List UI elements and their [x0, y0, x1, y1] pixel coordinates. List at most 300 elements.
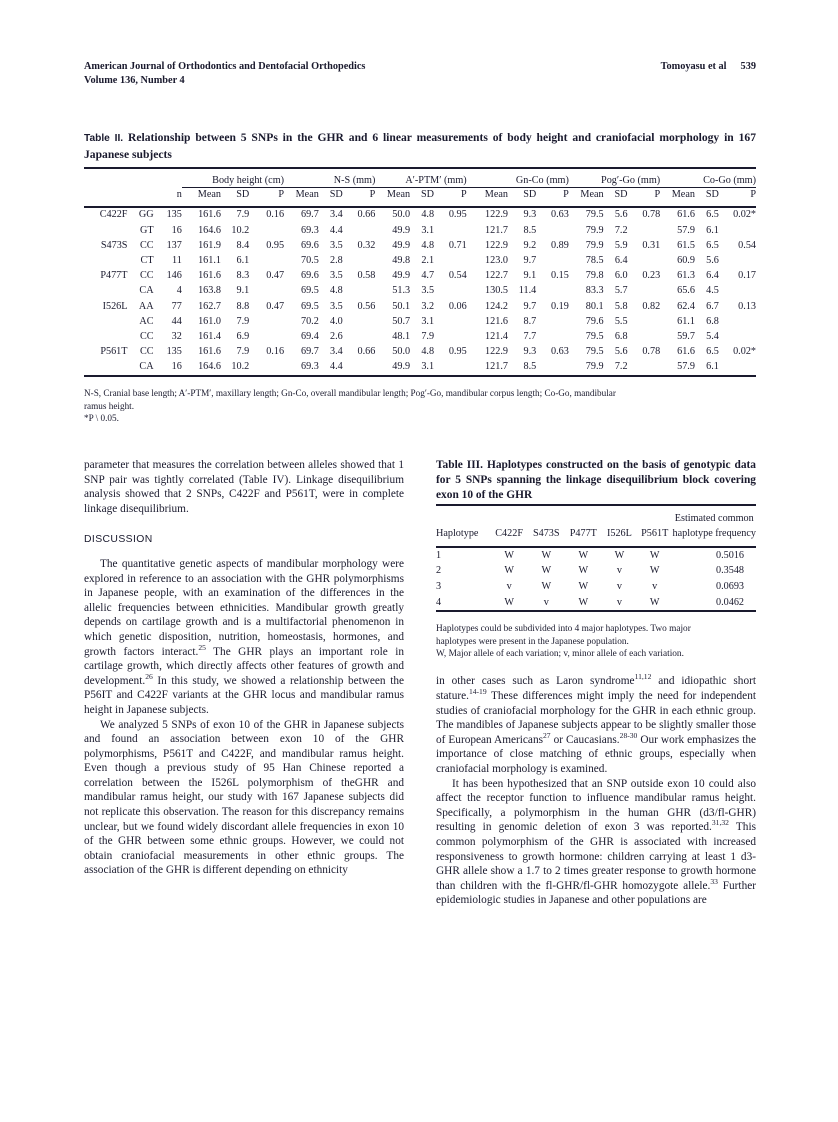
right-paragraph-1: [436, 674, 756, 776]
table-3-cell-allele: W: [578, 596, 589, 608]
table-2-cell-snp: [84, 359, 127, 375]
table-2-cell-value: 0.15: [551, 270, 569, 282]
table-2-cell-value: 4.0: [330, 315, 343, 327]
table-3-cell-allele: v: [616, 580, 622, 592]
table-2-cell-value: 3.5: [330, 270, 343, 282]
table-2-cell-snp: I526L: [102, 300, 128, 312]
table-2-cell-value: 79.5: [585, 209, 604, 221]
table-2-number: Table II.: [84, 133, 124, 144]
table-2-cell-snp: [84, 329, 127, 344]
table-3-cell-allele: W: [541, 565, 552, 577]
right-p1-part-d: or Caucasians.: [550, 733, 620, 746]
table-3-cell-allele: W: [541, 549, 552, 561]
table-3-header-p477t: P477T: [569, 528, 597, 540]
table-2-cell-value: 3.2: [421, 300, 435, 312]
table-2-subheader-sd-3: SD: [421, 189, 435, 201]
table-2-cell-genotype: CC: [139, 270, 154, 282]
table-2-cell-value: 50.1: [392, 300, 411, 312]
table-2-cell-value: 50.0: [392, 209, 411, 221]
table-row: [84, 359, 756, 375]
table-3-cell-frequency: 0.5016: [715, 549, 744, 561]
table-2-cell-value: 0.63: [551, 209, 569, 221]
table-2-cell-value: [249, 329, 284, 344]
table-2-cell-value: 60.9: [677, 255, 695, 267]
table-2-cell-genotype: GT: [139, 224, 154, 236]
table-2-subheader-mean-6: Mean: [671, 189, 695, 201]
table-2-cell-value: [628, 284, 661, 299]
table-3-cell-frequency: 0.0462: [715, 596, 744, 608]
table-2-cell-value: [249, 223, 284, 238]
table-2-cell-value: 69.4: [300, 330, 319, 342]
page-number: 539: [740, 61, 756, 72]
citation-ref-31-32: 31,32: [711, 818, 729, 828]
table-2-cell-value: [719, 284, 756, 299]
table-2-cell-value: 69.7: [300, 209, 319, 221]
right-p2-part-b: This common polymorphism of the GHR is associated with increased responsiveness to growth hormone: children carrying at least 1 d3-GHR allele show a 1.7 to 2 times greater response to growth hormone than children with the fl-GHR/fl-GHR homozygote allele.: [436, 821, 756, 892]
running-head-authors: Tomoyasu et al: [660, 61, 727, 72]
table-row: [84, 299, 756, 314]
table-2-cell-value: 5.8: [614, 300, 628, 312]
table-2-cell-value: 161.9: [198, 239, 221, 251]
citation-ref-11-12: 11,12: [634, 672, 652, 682]
table-2-cell-value: 5.4: [706, 330, 719, 342]
table-3-cell-allele: v: [616, 596, 622, 608]
table-2-cell-value: 0.17: [738, 270, 756, 282]
table-2-subheader-sd-1: SD: [236, 189, 250, 201]
table-2-cell-value: [434, 284, 467, 299]
table-2-cell-value: 6.5: [706, 346, 719, 358]
table-2-cell-value: 62.4: [677, 300, 695, 312]
table-3-number: Table III.: [436, 459, 483, 471]
discussion-paragraph-1: [84, 557, 404, 718]
table-2-cell-value: 11: [172, 255, 182, 267]
table-2-cell-snp: S473S: [100, 239, 128, 251]
table-row: [84, 329, 756, 344]
table-2-cell-value: 83.3: [585, 285, 604, 297]
table-3-footnote: [436, 623, 756, 660]
table-2-cell-value: 0.89: [551, 239, 569, 251]
table-2-cell-value: 8.8: [236, 300, 250, 312]
table-2-cell-value: 16: [171, 224, 182, 236]
table-2-cell-value: 6.0: [614, 270, 628, 282]
table-2-cell-value: [719, 253, 756, 268]
table-2-cell-value: [434, 253, 467, 268]
table-2-cell-value: 5.5: [614, 315, 628, 327]
table-2-cell-value: 9.1: [236, 285, 250, 297]
table-2-cell-value: 69.3: [300, 361, 319, 373]
table-2-cell-value: 69.6: [300, 270, 319, 282]
table-2-cell-value: 0.78: [642, 346, 661, 358]
table-3-cell-allele: W: [504, 565, 514, 577]
table-row: [84, 223, 756, 238]
table-2-cell-value: 50.0: [392, 346, 411, 358]
table-2-cell-value: 6.1: [706, 224, 719, 236]
table-2-cell-value: 59.7: [677, 330, 695, 342]
table-2-cell-value: 57.9: [677, 361, 695, 373]
table-2-cell-value: 7.7: [523, 330, 537, 342]
table-3-footnote-line-2: haplotypes were present in the Japanese population.: [436, 636, 629, 647]
table-2-cell-value: 7.9: [236, 209, 250, 221]
table-3-cell-haplotype-id: 2: [436, 565, 442, 577]
table-2-cell-value: 79.5: [585, 346, 604, 358]
table-3-header-s473s: S473S: [532, 528, 560, 540]
table-2: [84, 130, 756, 424]
right-p1-part-a: in other cases such as Laron syndrome: [436, 675, 635, 688]
table-2-cell-value: 61.3: [677, 270, 695, 282]
table-2-cell-value: [628, 314, 661, 329]
table-2-cell-value: 123.0: [485, 255, 508, 267]
table-2-cell-value: 3.1: [421, 361, 435, 373]
table-2-cell-genotype: CC: [139, 346, 154, 358]
table-2-cell-value: 6.9: [236, 330, 250, 342]
table-2-cell-value: 9.2: [523, 239, 537, 251]
table-2-cell-value: 16: [171, 361, 182, 373]
table-2-cell-value: 8.7: [523, 315, 537, 327]
table-2-cell-value: 164.6: [198, 224, 221, 236]
table-2-cell-value: 164.6: [198, 361, 221, 373]
table-2-cell-value: 0.02*: [733, 346, 756, 358]
table-2-footnote: [84, 387, 756, 424]
table-2-cell-value: 78.5: [585, 255, 604, 267]
table-2-cell-value: [536, 359, 569, 375]
table-2-subheader-sd-5: SD: [614, 189, 628, 201]
table-2-cell-value: [536, 223, 569, 238]
table-2-cell-value: 135: [166, 209, 182, 221]
table-2-cell-value: 0.13: [738, 300, 756, 312]
table-2-cell-value: 11.4: [518, 285, 537, 297]
table-row: [84, 207, 756, 223]
table-2-cell-genotype: CC: [139, 239, 154, 251]
right-column-body: [436, 674, 756, 908]
table-2-cell-value: 121.7: [485, 361, 508, 373]
table-2-cell-value: 124.2: [485, 300, 508, 312]
table-2-cell-value: 61.1: [677, 315, 695, 327]
table-2-cell-value: 0.06: [448, 300, 467, 312]
table-2-group-header-row: [84, 174, 756, 188]
table-2-cell-value: [628, 253, 661, 268]
table-2-cell-snp: P477T: [100, 270, 128, 282]
table-3-header-frequency: haplotype frequency: [672, 528, 756, 540]
running-head-right: [661, 60, 756, 74]
table-2-bottom-rule: [84, 376, 756, 382]
table-3-cell-allele: W: [649, 596, 660, 608]
table-2-subheader-mean-5: Mean: [580, 189, 604, 201]
table-2-cell-value: 32: [171, 330, 182, 342]
table-2-cell-value: [628, 359, 661, 375]
table-3-cell-frequency: 0.0693: [715, 580, 744, 592]
table-3-cell-frequency: 0.3548: [715, 565, 744, 577]
table-2-cell-value: 79.9: [585, 239, 604, 251]
citation-ref-33: 33: [710, 876, 718, 886]
table-3-grid: [436, 504, 756, 618]
table-2-cell-value: 4: [176, 285, 182, 297]
table-3: [436, 458, 756, 660]
table-2-cell-value: [249, 359, 284, 375]
table-2-cell-value: 3.1: [421, 315, 435, 327]
table-2-subheader-blank1: [84, 188, 127, 202]
table-2-cell-value: [249, 253, 284, 268]
table-3-cell-allele: v: [652, 580, 658, 592]
table-2-cell-value: 8.5: [523, 224, 537, 236]
paragraph-continued: parameter that measures the correlation between alleles showed that 1 SNP pair was tightly correlated (Table IV). Linkage disequilibrium analysis showed that 2 SNPs, C422F and P561T, were in complete linkage disequilibrium.: [84, 459, 404, 515]
table-2-cell-value: 0.32: [357, 239, 376, 251]
table-row: [84, 344, 756, 359]
table-2-cell-value: [343, 329, 376, 344]
table-3-caption: [436, 458, 756, 504]
table-2-cell-value: 61.6: [677, 346, 695, 358]
table-2-cell-value: 0.31: [642, 239, 661, 251]
table-2-cell-value: 6.8: [706, 315, 719, 327]
table-2-subheader-sd-6: SD: [705, 189, 719, 201]
table-3-cell-allele: W: [504, 549, 514, 561]
table-2-cell-value: 70.5: [300, 255, 319, 267]
table-2-cell-value: [536, 329, 569, 344]
table-2-cell-value: 0.95: [448, 346, 467, 358]
table-2-cell-value: 161.0: [198, 315, 221, 327]
table-2-subheader-p-2: P: [369, 189, 376, 201]
table-3-estimated-common-label: Estimated common: [674, 512, 754, 524]
table-2-cell-value: 9.7: [523, 255, 537, 267]
right-p1-part-c: These differences might imply the need for independent studies of craniofacial morphology for the GHR in each ethnic group. The mandibles of Japanese subjects appear to be slightly smaller those of European Americans: [436, 689, 756, 746]
table-2-cell-value: 162.7: [198, 300, 221, 312]
table-2-cell-value: 7.2: [614, 361, 628, 373]
table-2-cell-value: 0.16: [266, 346, 285, 358]
table-2-cell-genotype: AA: [138, 300, 154, 312]
citation-ref-27: 27: [543, 731, 551, 740]
table-row: [84, 284, 756, 299]
right-p2-part-a: It has been hypothesized that an SNP outside exon 10 could also affect the receptor function to influence mandibular ramus height. Specifically, a polymorphism in the human GHR (d3/fl-GHR) resulting in genomic deletion of exon 3 was reported.: [436, 777, 756, 834]
table-2-cell-value: 4.8: [421, 239, 435, 251]
table-2-subheader-sd-2: SD: [329, 189, 343, 201]
table-2-footnote-line-2: ramus height.: [84, 400, 135, 411]
table-2-cell-value: 146: [166, 270, 182, 282]
table-2-cell-value: 6.5: [706, 239, 719, 251]
table-2-cell-value: 79.8: [585, 270, 604, 282]
table-2-cell-value: 7.9: [236, 346, 250, 358]
table-2-cell-value: 121.4: [485, 330, 508, 342]
table-2-cell-value: [628, 329, 661, 344]
table-2-cell-value: 121.7: [485, 224, 508, 236]
table-2-cell-value: 49.9: [392, 361, 411, 373]
table-2-cell-value: 51.3: [392, 285, 411, 297]
table-2-cell-snp: [84, 314, 127, 329]
table-2-cell-value: 79.5: [585, 330, 604, 342]
table-2-cell-value: 61.6: [677, 209, 695, 221]
table-2-cell-value: 79.6: [585, 315, 604, 327]
table-2-cell-value: 6.4: [706, 270, 719, 282]
table-2-cell-value: 69.6: [300, 239, 319, 251]
table-2-cell-value: 0.63: [551, 346, 569, 358]
discussion-p1-part-c: In this study, we showed a relationship between the P56IT and C422F variants at the GHR locus and mandibular ramus height in Japanese subjects.: [84, 674, 404, 716]
table-2-cell-value: 4.4: [330, 361, 343, 373]
table-2-subheader-mean-3: Mean: [386, 189, 411, 201]
table-2-caption-text: Relationship between 5 SNPs in the GHR and 6 linear measurements of body height and craniofacial morphology in 167 Japanese subjects: [84, 131, 756, 161]
table-2-cell-value: 7.9: [421, 330, 435, 342]
table-2-cell-value: 69.7: [300, 346, 319, 358]
table-2-group-aptm: A′-PTM′ (mm): [375, 174, 466, 188]
table-2-cell-value: 0.66: [357, 346, 376, 358]
table-row: [84, 253, 756, 268]
table-2-cell-value: 130.5: [485, 285, 508, 297]
table-2-cell-value: 9.1: [523, 270, 537, 282]
table-2-cell-value: 57.9: [677, 224, 695, 236]
table-2-cell-value: 0.95: [266, 239, 285, 251]
table-2-cell-value: [249, 314, 284, 329]
table-2-cell-value: 69.3: [300, 224, 319, 236]
table-3-cell-allele: v: [506, 580, 512, 592]
table-2-cell-value: 0.47: [266, 300, 285, 312]
table-row: [436, 563, 756, 579]
table-2-cell-value: [434, 223, 467, 238]
table-2-cell-value: 7.2: [614, 224, 628, 236]
table-2-cell-value: 61.5: [677, 239, 695, 251]
discussion-p1-part-b: The GHR plays an important role in cartilage growth, which directly affects other features of growth and development.: [84, 645, 404, 687]
table-3-header-c422f: C422F: [495, 528, 523, 540]
table-2-group-ns: N-S (mm): [284, 174, 375, 188]
table-3-cell-allele: W: [541, 580, 552, 592]
table-2-cell-value: 122.7: [485, 270, 508, 282]
table-3-header-i526l: I526L: [606, 528, 632, 540]
table-2-cell-value: 0.95: [448, 209, 467, 221]
table-2-cell-value: 137: [166, 239, 182, 251]
table-2-cell-value: 6.4: [614, 255, 628, 267]
table-2-cell-value: 79.9: [585, 224, 604, 236]
table-2-cell-value: 0.54: [448, 270, 467, 282]
table-2-group-gnco: Gn-Co (mm): [467, 174, 569, 188]
running-head-volume: Volume 136, Number 4: [84, 75, 185, 87]
table-3-cell-haplotype-id: 4: [436, 596, 442, 608]
table-2-cell-value: 3.5: [330, 300, 343, 312]
table-2-cell-value: 50.7: [392, 315, 411, 327]
table-2-cell-value: [719, 359, 756, 375]
table-2-cell-value: 163.8: [198, 285, 221, 297]
table-3-cell-allele: W: [578, 580, 589, 592]
table-2-cell-value: 3.5: [330, 239, 343, 251]
table-2-cell-value: 4.4: [330, 224, 343, 236]
table-2-cell-value: [628, 223, 661, 238]
citation-ref-28-30: 28-30: [619, 731, 638, 740]
table-3-bottom-rule: [436, 611, 756, 617]
table-2-cell-value: 0.56: [357, 300, 376, 312]
table-2-cell-value: 5.9: [614, 239, 628, 251]
table-2-cell-value: 3.1: [421, 224, 435, 236]
table-2-cell-value: 5.6: [614, 346, 628, 358]
table-2-cell-value: 44: [171, 315, 182, 327]
table-2-cell-value: 70.2: [300, 315, 319, 327]
table-2-cell-value: [536, 284, 569, 299]
table-3-cell-allele: W: [614, 549, 625, 561]
table-2-cell-value: 161.4: [198, 330, 221, 342]
table-2-cell-value: 0.19: [551, 300, 569, 312]
table-2-cell-value: 122.9: [485, 209, 508, 221]
table-2-cell-value: 2.6: [330, 330, 343, 342]
table-2-cell-value: 9.3: [523, 346, 537, 358]
table-2-cell-value: 3.5: [421, 285, 435, 297]
table-2-cell-value: 3.4: [330, 346, 343, 358]
table-2-cell-value: 0.54: [738, 239, 756, 251]
table-2-group-spacer: [84, 174, 182, 188]
table-2-cell-value: 6.5: [706, 209, 719, 221]
table-3-footnote-line-1: Haplotypes could be subdivided into 4 major haplotypes. Two major: [436, 624, 691, 635]
table-2-cell-value: 161.1: [198, 255, 221, 267]
table-2-cell-value: 4.8: [330, 285, 343, 297]
running-head-journal: American Journal of Orthodontics and Dentofacial Orthopedics: [84, 61, 366, 72]
table-2-cell-snp: P561T: [100, 346, 128, 358]
table-2-cell-value: 49.8: [392, 255, 411, 267]
table-2-cell-genotype: CC: [139, 330, 154, 342]
table-2-subheader-n: n: [176, 189, 182, 201]
section-heading-discussion: DISCUSSION: [84, 534, 153, 546]
table-2-group-body-height: Body height (cm): [182, 174, 284, 188]
table-2-cell-value: 2.1: [421, 255, 435, 267]
table-2-cell-value: 49.9: [392, 239, 411, 251]
table-2-subheader-mean-4: Mean: [484, 189, 508, 201]
table-3-footnote-line-3: W, Major allele of each variation; v, minor allele of each variation.: [436, 648, 684, 659]
table-2-cell-value: 3.4: [330, 209, 343, 221]
table-2-subheader-p-1: P: [278, 189, 285, 201]
table-2-cell-value: 122.9: [485, 346, 508, 358]
table-2-cell-value: 6.7: [706, 300, 719, 312]
table-row: [84, 238, 756, 253]
table-2-cell-value: [343, 359, 376, 375]
table-2-cell-value: [343, 223, 376, 238]
table-3-header-haplotype: Haplotype: [436, 528, 479, 540]
table-2-cell-value: 161.6: [198, 270, 221, 282]
table-2-cell-value: [343, 253, 376, 268]
table-row: [436, 595, 756, 612]
right-p1-part-e: Our work emphasizes the importance of close matching of ethnic groups, especially when craniofacial morphology is examined.: [436, 733, 756, 775]
table-2-cell-value: 8.5: [523, 361, 537, 373]
table-2-cell-value: 69.5: [300, 300, 319, 312]
table-2-cell-value: [343, 314, 376, 329]
table-2-cell-value: 5.6: [706, 255, 719, 267]
table-3-header-p561t: P561T: [641, 528, 669, 540]
table-3-cell-allele: W: [649, 549, 660, 561]
table-2-cell-value: 49.9: [392, 224, 411, 236]
right-p1-part-b: and idiopathic short stature.: [436, 675, 756, 702]
table-2-cell-value: 5.7: [614, 285, 628, 297]
running-head: [84, 60, 756, 88]
table-3-cell-allele: W: [504, 596, 514, 608]
table-2-cell-value: 65.6: [677, 285, 695, 297]
table-2-cell-value: 48.1: [392, 330, 411, 342]
table-2-cell-value: 0.02*: [733, 209, 756, 221]
table-2-caption: [84, 130, 756, 162]
table-2-cell-value: 161.6: [198, 346, 221, 358]
table-2-cell-value: 8.4: [236, 239, 250, 251]
table-3-freq-top-spacer: [436, 511, 673, 527]
table-2-cell-value: [719, 223, 756, 238]
table-3-cell-allele: W: [649, 565, 660, 577]
table-2-subheader-mean-2: Mean: [295, 189, 319, 201]
table-3-cell-allele: v: [616, 565, 622, 577]
table-2-cell-value: 4.5: [706, 285, 719, 297]
table-2-cell-value: 0.71: [448, 239, 467, 251]
table-2-cell-value: [536, 253, 569, 268]
table-2-subheader-p-6: P: [750, 189, 756, 201]
table-2-cell-value: 8.3: [236, 270, 250, 282]
table-2-cell-value: 10.2: [231, 361, 250, 373]
table-2-cell-value: 0.23: [642, 270, 661, 282]
table-3-cell-allele: W: [578, 565, 589, 577]
table-2-cell-snp: [84, 284, 127, 299]
table-3-cell-allele: W: [578, 549, 589, 561]
table-3-cell-haplotype-id: 3: [436, 580, 442, 592]
table-2-cell-value: 79.9: [585, 361, 604, 373]
discussion-paragraph-2: We analyzed 5 SNPs of exon 10 of the GHR in Japanese subjects and found an association between exon 10 of the GHR polymorphisms, P561T and C422F, and mandibular ramus height. Even though a previous study of 95 Han Chinese reported a correlation between the I526L polymorphism of theGHR and mandibular ramus height, our study with 167 Japanese subjects did not replicate this observation. The reason for this discrepancy remains unclear, but we found widely discordant allele frequencies in exon 10 of the GHR between some ethnic groups. However, we could not obtain craniofacial measurements in other ethnic groups. The association of the GHR is different depending on ethnicity: [84, 718, 404, 877]
table-2-cell-value: 80.1: [585, 300, 604, 312]
table-2-cell-genotype: CA: [139, 361, 154, 373]
